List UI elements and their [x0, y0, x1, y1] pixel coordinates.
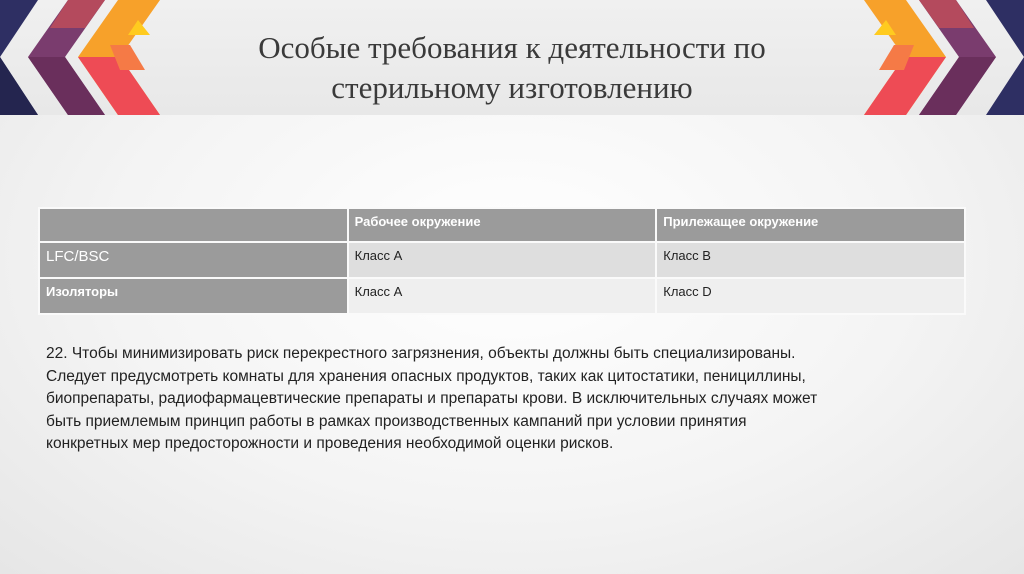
paragraph-line: 22. Чтобы минимизировать риск перекрестного загрязнения, объекты должны быть специализированы.	[46, 345, 796, 362]
requirements-table	[38, 207, 966, 315]
header-cell-working-environment: Рабочее окружение	[348, 208, 657, 242]
row-label: Изоляторы	[39, 278, 348, 314]
table-row	[39, 242, 965, 278]
body-paragraph	[46, 343, 961, 456]
header-cell-empty	[39, 208, 348, 242]
chevron-decoration-right-icon	[824, 0, 1024, 115]
row-label: LFC/BSC	[39, 242, 348, 278]
header-cell-adjacent-environment: Прилежащее окружение	[656, 208, 965, 242]
table-cell: Класс D	[656, 278, 965, 314]
paragraph-line: быть приемлемым принцип работы в рамках производственных кампаний при условии принятия	[46, 412, 747, 430]
paragraph-line: конкретных мер предосторожности и проведения необходимой оценки рисков.	[46, 435, 614, 452]
paragraph-line: Следует предусмотреть комнаты для хранения опасных продуктов, таких как цитостатики, пенициллины,	[46, 367, 806, 385]
table-header-row	[39, 208, 965, 242]
title-line-2: стерильному изготовлению	[331, 70, 693, 105]
table-cell: Класс А	[348, 278, 657, 314]
table-cell: Класс В	[656, 242, 965, 278]
table-cell: Класс А	[348, 242, 657, 278]
table-row	[39, 278, 965, 314]
title-line-1: Особые требования к деятельности по	[258, 30, 766, 65]
paragraph-line: биопрепараты, радиофармацевтические препараты и препараты крови. В исключительных случаях может	[46, 390, 818, 407]
slide-title	[200, 28, 824, 108]
chevron-decoration-left-icon	[0, 0, 200, 115]
